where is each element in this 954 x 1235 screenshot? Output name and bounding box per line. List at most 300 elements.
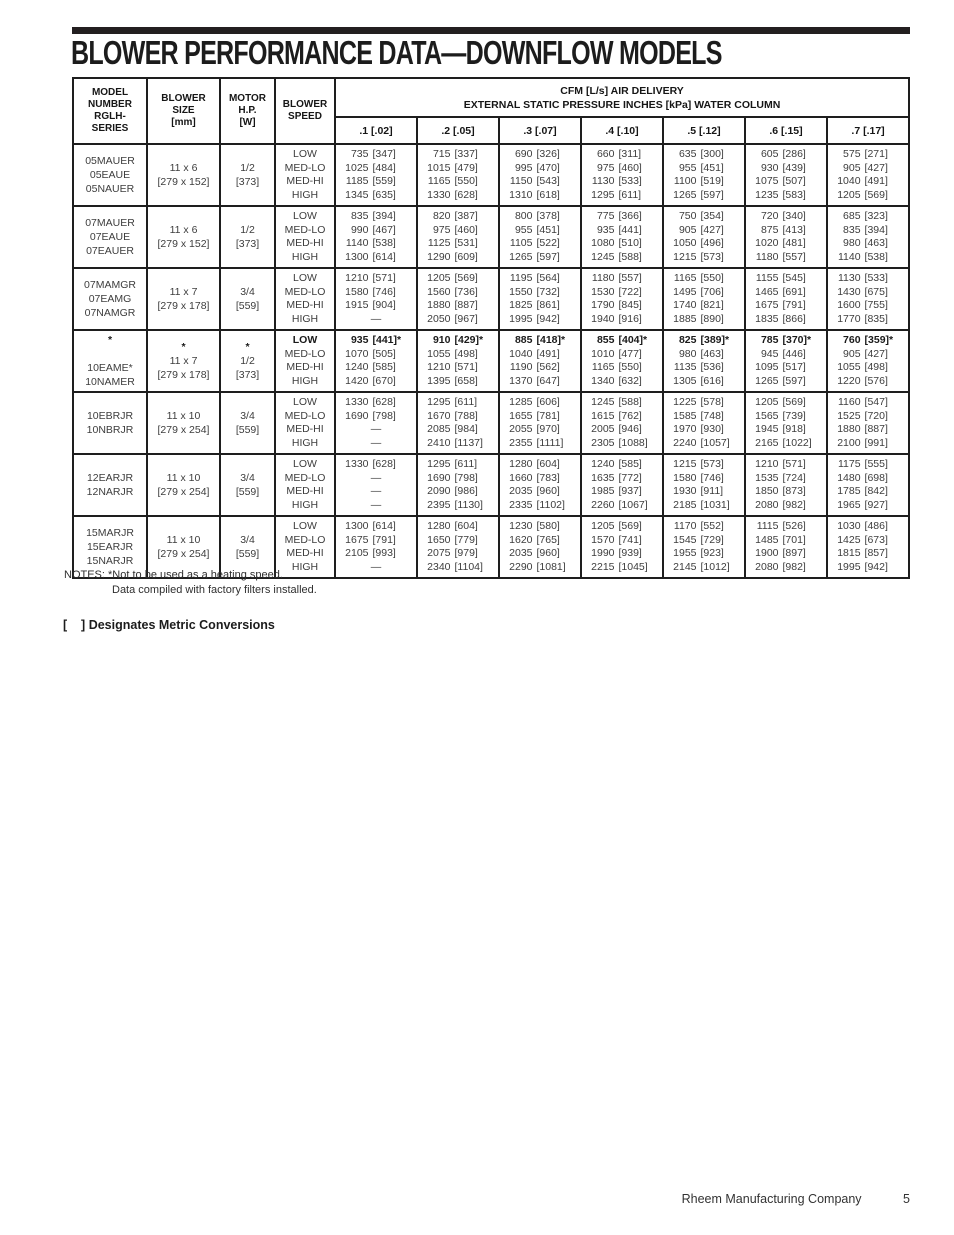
notes-label: NOTES: <box>64 569 105 581</box>
cfm-value-cell <box>827 330 909 392</box>
cfm-value-line <box>664 299 744 313</box>
cfm-number: 2290 <box>509 560 533 573</box>
cfm-number: 1165 <box>673 272 697 284</box>
cfm-number: 1300 <box>345 250 369 263</box>
ls-number: [939] <box>618 547 642 559</box>
ls-number: [748] <box>700 409 724 422</box>
ls-number: [538] <box>864 250 888 263</box>
cfm-value-line <box>336 251 416 265</box>
speed-label: HIGH <box>291 436 319 449</box>
cfm-value-line <box>664 251 744 265</box>
cfm-value-line <box>582 458 662 472</box>
cfm-value-line <box>664 148 744 162</box>
cell-line: [279 x 178] <box>157 300 210 312</box>
cfm-value-cell <box>335 392 417 454</box>
ls-number: [271] <box>864 148 888 160</box>
cfm-value-line <box>336 189 416 203</box>
cfm-number: 2395 <box>427 498 451 511</box>
cfm-value-line: — <box>370 471 382 484</box>
col-header-pressure-2: .2 [.05] <box>417 117 499 144</box>
cfm-value-cell <box>335 516 417 578</box>
cfm-number: 945 <box>760 347 779 360</box>
cell-line: 10NBRJR <box>86 424 134 436</box>
cfm-value-line <box>336 175 416 189</box>
col-header-blower-speed <box>275 78 335 144</box>
ls-number: [517] <box>782 361 806 373</box>
col-header-pressure-7: .7 [.17] <box>827 117 909 144</box>
header-line: SERIES <box>91 123 129 134</box>
cfm-number: 1055 <box>837 361 861 373</box>
ls-number: [571] <box>372 272 396 284</box>
cfm-number: 910 <box>432 334 451 346</box>
cfm-number: 1215 <box>673 250 697 263</box>
cfm-value-line <box>664 286 744 300</box>
ls-number: [498] <box>454 347 478 360</box>
ls-number: [578] <box>700 396 724 408</box>
ls-number: [611] <box>618 188 642 201</box>
cfm-number: 1295 <box>591 188 615 201</box>
cfm-number: 1245 <box>591 396 615 408</box>
speed-label: MED-HI <box>286 175 324 187</box>
cfm-number: 835 <box>843 223 861 236</box>
cfm-value-line <box>828 561 908 575</box>
model-group-row <box>73 392 909 454</box>
cfm-number: 1850 <box>755 485 779 497</box>
cfm-number: 1615 <box>591 409 615 422</box>
cfm-value-line <box>500 189 580 203</box>
ls-number: [755] <box>864 299 888 311</box>
cfm-number: 1205 <box>591 520 615 532</box>
speed-label: LOW <box>293 210 317 222</box>
speed-label: MED-HI <box>286 361 324 373</box>
cfm-value-line <box>828 175 908 189</box>
cfm-number: 1040 <box>509 347 533 360</box>
table-notes <box>64 568 317 598</box>
ls-number: [614] <box>372 250 396 263</box>
ls-number: [441] <box>618 223 642 236</box>
cfm-value-cell <box>417 330 499 392</box>
cfm-value-line <box>418 375 498 389</box>
cfm-value-line <box>500 423 580 437</box>
cfm-value-line <box>746 175 826 189</box>
cfm-number: 1495 <box>673 285 697 298</box>
cfm-value-cell <box>417 454 499 516</box>
cell-line: 07EAUE <box>89 231 131 243</box>
cfm-value-cell <box>335 330 417 392</box>
header-line: MOTOR <box>228 93 267 104</box>
cfm-value-line <box>500 499 580 513</box>
cell-line: 1/2 <box>240 224 255 236</box>
cfm-number: 1465 <box>755 285 779 298</box>
ls-number: [394] <box>864 223 888 236</box>
ls-number: [427] <box>864 347 888 360</box>
ls-number: [861] <box>536 299 560 311</box>
header-line: H.P. <box>238 105 257 116</box>
cfm-number: 1620 <box>509 533 533 546</box>
cfm-value-line <box>336 348 416 362</box>
cell-line: * <box>107 334 113 346</box>
cell-line: 07EAMG <box>88 293 132 305</box>
cfm-number: 605 <box>760 148 779 160</box>
ls-number: [798] <box>454 471 478 484</box>
cfm-number: 1290 <box>427 250 451 263</box>
cfm-value-line <box>746 499 826 513</box>
speed-label: MED-LO <box>284 347 326 360</box>
cell-line <box>74 347 146 361</box>
cfm-number: 2085 <box>427 423 451 435</box>
ls-number: [481] <box>782 237 806 249</box>
cell-line: 1/2 <box>240 162 255 174</box>
ls-number: [413] <box>782 223 806 236</box>
ls-number: [904] <box>372 299 396 311</box>
ls-number: [937] <box>618 485 642 497</box>
speed-label: HIGH <box>291 560 319 573</box>
cfm-value-line <box>746 148 826 162</box>
cfm-value-line <box>746 520 826 534</box>
cfm-value-line <box>582 162 662 176</box>
cfm-number: 1180 <box>755 250 779 263</box>
blower-size-cell <box>147 330 220 392</box>
cfm-number: 1015 <box>427 161 451 174</box>
cell-line: 15MARJR <box>86 527 134 539</box>
cell-line: 3/4 <box>240 410 255 422</box>
cfm-number: 1675 <box>345 533 369 546</box>
cfm-number: 1790 <box>591 299 615 311</box>
blower-size-cell <box>147 392 220 454</box>
cfm-value-line <box>582 175 662 189</box>
cfm-value-line <box>828 423 908 437</box>
cfm-value-line <box>746 375 826 389</box>
cfm-value-line <box>582 224 662 238</box>
speed-label: LOW <box>293 148 317 160</box>
cfm-number: 1545 <box>673 533 697 546</box>
ls-number: [1111] <box>536 436 564 449</box>
cfm-value-line <box>500 375 580 389</box>
cfm-number: 1690 <box>345 409 369 422</box>
ls-number: [675] <box>864 285 888 298</box>
cfm-value-line <box>582 437 662 451</box>
cfm-value-line <box>336 162 416 176</box>
cell-line: [279 x 254] <box>157 424 210 436</box>
header-line: [mm] <box>171 117 196 128</box>
cfm-value-line <box>418 175 498 189</box>
ls-number: [562] <box>536 361 560 373</box>
ls-number: [604] <box>454 520 478 532</box>
cfm-value-cell <box>663 268 745 330</box>
model-numbers-cell <box>73 268 147 330</box>
ls-number: [571] <box>782 458 806 470</box>
cfm-number: 1655 <box>509 409 533 422</box>
ls-number: [729] <box>700 533 724 546</box>
col-header-pressure-4: .4 [.10] <box>581 117 663 144</box>
cfm-value-line <box>418 499 498 513</box>
cfm-number: 1600 <box>837 299 861 311</box>
cfm-value-line <box>746 547 826 561</box>
cfm-value-line <box>664 348 744 362</box>
speed-label: LOW <box>293 520 317 532</box>
cfm-number: 1010 <box>591 347 615 360</box>
cfm-number: 1165 <box>427 175 451 187</box>
speed-label: HIGH <box>291 498 319 511</box>
cfm-value-line <box>418 189 498 203</box>
ls-number: [439] <box>782 161 806 174</box>
cfm-value-line <box>418 534 498 548</box>
blower-size-cell <box>147 454 220 516</box>
ls-number: [772] <box>618 471 642 484</box>
cfm-value-cell <box>663 392 745 454</box>
metric-text: Designates Metric Conversions <box>88 618 275 632</box>
cfm-value-line <box>828 348 908 362</box>
cfm-number: 1485 <box>755 533 779 546</box>
cfm-value-line <box>664 375 744 389</box>
cell-line: 12EARJR <box>86 472 134 484</box>
cfm-value-line <box>418 361 498 375</box>
ls-number: [632] <box>618 374 642 387</box>
cell-line: 05MAUER <box>85 155 135 167</box>
cfm-number: 905 <box>843 161 861 174</box>
cfm-number: 1835 <box>755 312 779 325</box>
cfm-number: 1080 <box>591 237 615 249</box>
ls-number: [930] <box>700 423 724 435</box>
cfm-value-line <box>828 520 908 534</box>
ls-number: [918] <box>782 423 806 435</box>
cfm-value-line <box>582 148 662 162</box>
cfm-number: 1245 <box>591 250 615 263</box>
ls-number: [323] <box>864 210 888 222</box>
cfm-number: 1585 <box>673 409 697 422</box>
ls-number: [916] <box>618 312 642 325</box>
cfm-value-line <box>582 299 662 313</box>
model-group-row <box>73 144 909 206</box>
cfm-value-line <box>500 224 580 238</box>
cfm-value-line <box>828 313 908 327</box>
ls-number: [585] <box>618 458 642 470</box>
cfm-value-line <box>500 148 580 162</box>
cfm-number: 785 <box>760 334 779 346</box>
cfm-value-line <box>664 272 744 286</box>
footer-company: Rheem Manufacturing Company <box>681 1192 862 1206</box>
ls-number: [569] <box>864 188 888 201</box>
cfm-number: 1105 <box>509 237 533 249</box>
cfm-value-line <box>664 189 744 203</box>
ls-number: [986] <box>454 485 478 497</box>
cfm-value-line <box>746 334 826 348</box>
cell-line: 10EAME* <box>87 362 133 374</box>
ls-number: [722] <box>618 285 642 298</box>
cfm-value-line <box>582 561 662 575</box>
cfm-value-line <box>746 534 826 548</box>
cfm-value-cell <box>745 206 827 268</box>
cfm-value-line <box>828 334 908 348</box>
cfm-number: 955 <box>514 223 533 236</box>
cfm-number: 1420 <box>345 374 369 387</box>
ls-number: [463] <box>700 347 724 360</box>
cfm-number: 1880 <box>837 423 861 435</box>
col-header-model-number <box>73 78 147 144</box>
cfm-number: 1100 <box>673 175 697 187</box>
cfm-number: 1170 <box>673 520 697 532</box>
cfm-number: 1115 <box>756 520 779 532</box>
cfm-number: 1235 <box>755 188 779 201</box>
ls-number: [618] <box>536 188 560 201</box>
ls-number: [477] <box>618 347 642 360</box>
cfm-number: 1650 <box>427 533 451 546</box>
ls-number: [543] <box>536 175 560 187</box>
ls-number: [564] <box>536 272 560 284</box>
ls-number: [614] <box>372 520 396 532</box>
cfm-value-line <box>418 547 498 561</box>
ls-number: [583] <box>782 188 806 201</box>
ls-number: [1012] <box>700 560 730 573</box>
cell-line: 3/4 <box>240 286 255 298</box>
cell-line: 05EAUE <box>89 169 131 181</box>
motor-hp-cell <box>220 206 275 268</box>
cfm-number: 1070 <box>345 347 369 360</box>
speed-label: HIGH <box>291 250 319 263</box>
cfm-number: 1525 <box>837 409 861 422</box>
cfm-number: 1295 <box>427 396 451 408</box>
cfm-number: 1565 <box>755 409 779 422</box>
blower-speed-cell <box>275 268 335 330</box>
ls-number: [673] <box>864 533 888 546</box>
cfm-value-line <box>582 286 662 300</box>
ls-number: [427] <box>700 223 724 236</box>
ls-number: [788] <box>454 409 478 422</box>
cfm-value-line <box>336 286 416 300</box>
cfm-value-line <box>664 485 744 499</box>
motor-hp-cell <box>220 454 275 516</box>
cell-line: [279 x 152] <box>157 176 210 188</box>
cfm-value-line <box>582 375 662 389</box>
header-line: BLOWER <box>161 93 206 104</box>
cell-line: 10EBRJR <box>86 410 134 422</box>
cfm-value-cell <box>745 330 827 392</box>
ls-number: [366] <box>618 210 642 222</box>
cfm-value-line <box>500 547 580 561</box>
cfm-number: 980 <box>678 347 697 360</box>
cfm-value-line: — <box>370 485 382 497</box>
cfm-value-line <box>418 334 498 348</box>
speed-label: MED-HI <box>286 547 324 559</box>
cfm-number: 1240 <box>591 458 615 470</box>
cfm-value-line <box>582 348 662 362</box>
cfm-value-line <box>582 520 662 534</box>
cfm-value-line <box>336 210 416 224</box>
ls-number: [496] <box>700 237 724 249</box>
cfm-value-line <box>828 286 908 300</box>
cfm-value-cell <box>335 144 417 206</box>
cfm-value-line <box>418 162 498 176</box>
cfm-value-line <box>664 162 744 176</box>
cfm-value-line <box>664 396 744 410</box>
cfm-value-line <box>746 189 826 203</box>
cfm-value-cell <box>499 392 581 454</box>
cfm-value-line: — <box>370 312 382 325</box>
cfm-number: 1740 <box>673 299 697 311</box>
cfm-value-line <box>664 313 744 327</box>
ls-number: [479] <box>454 161 478 174</box>
speed-label: MED-HI <box>286 299 324 311</box>
cfm-number: 1280 <box>509 458 533 470</box>
cfm-value-line <box>418 396 498 410</box>
speed-label: LOW <box>293 396 317 408</box>
ls-number: [746] <box>372 285 396 298</box>
cfm-value-line <box>418 520 498 534</box>
ls-number: [993] <box>372 547 396 559</box>
ls-number: [378] <box>536 210 560 222</box>
cfm-value-line <box>582 237 662 251</box>
cfm-number: 1220 <box>837 374 861 387</box>
cfm-value-line <box>500 286 580 300</box>
cfm-number: 2340 <box>427 560 451 573</box>
cfm-number: 1205 <box>427 272 451 284</box>
cfm-number: 1330 <box>345 458 369 470</box>
cfm-value-line <box>746 162 826 176</box>
cfm-number: 1535 <box>755 471 779 484</box>
cfm-number: 1880 <box>427 299 451 311</box>
speed-label: LOW <box>292 334 318 346</box>
cfm-number: 1965 <box>837 498 861 511</box>
cfm-number: 1160 <box>837 396 861 408</box>
col-header-blower-size <box>147 78 220 144</box>
ls-number: [569] <box>618 520 642 532</box>
header-line: BLOWER <box>282 99 328 110</box>
cfm-value-cell <box>745 454 827 516</box>
cfm-number: 635 <box>678 148 697 160</box>
ls-number: [470] <box>536 161 560 174</box>
cfm-number: 975 <box>432 223 451 236</box>
ls-number: [429]* <box>454 334 484 346</box>
cfm-number: 1225 <box>673 396 697 408</box>
cfm-number: 1995 <box>837 560 861 573</box>
cfm-value-line <box>828 375 908 389</box>
cfm-number: 2355 <box>509 436 533 449</box>
cfm-value-line <box>828 485 908 499</box>
cfm-value-cell <box>417 144 499 206</box>
blower-speed-cell <box>275 392 335 454</box>
cfm-number: 2050 <box>427 312 451 325</box>
ls-number: [597] <box>700 188 724 201</box>
cfm-number: 1570 <box>591 533 615 546</box>
cfm-value-line <box>500 458 580 472</box>
ls-number: [451] <box>536 223 560 236</box>
ls-number: [1022] <box>782 436 812 449</box>
cell-line: 11 x 10 <box>166 472 201 484</box>
cfm-number: 1130 <box>837 272 861 284</box>
ls-number: [573] <box>700 458 724 470</box>
cfm-value-line <box>664 472 744 486</box>
ls-number: [658] <box>454 374 478 387</box>
cfm-value-line <box>500 534 580 548</box>
ls-number: [510] <box>618 237 642 249</box>
cfm-number: 1265 <box>673 188 697 201</box>
ls-number: [486] <box>864 520 888 532</box>
cfm-value-line <box>828 251 908 265</box>
ls-number: [559] <box>372 175 396 187</box>
ls-number: [550] <box>618 361 642 373</box>
cfm-number: 905 <box>843 347 861 360</box>
cfm-number: 1940 <box>591 312 615 325</box>
cfm-value-cell <box>335 268 417 330</box>
ls-number: [890] <box>700 312 724 325</box>
page-title: BLOWER PERFORMANCE DATA—DOWNFLOW MODELS <box>71 34 722 71</box>
cfm-value-line <box>500 210 580 224</box>
cell-line: * <box>245 341 250 353</box>
cfm-number: 2080 <box>755 560 779 573</box>
cfm-value-line <box>582 547 662 561</box>
cell-line: 3/4 <box>240 472 255 484</box>
cfm-number: 1770 <box>837 312 861 325</box>
